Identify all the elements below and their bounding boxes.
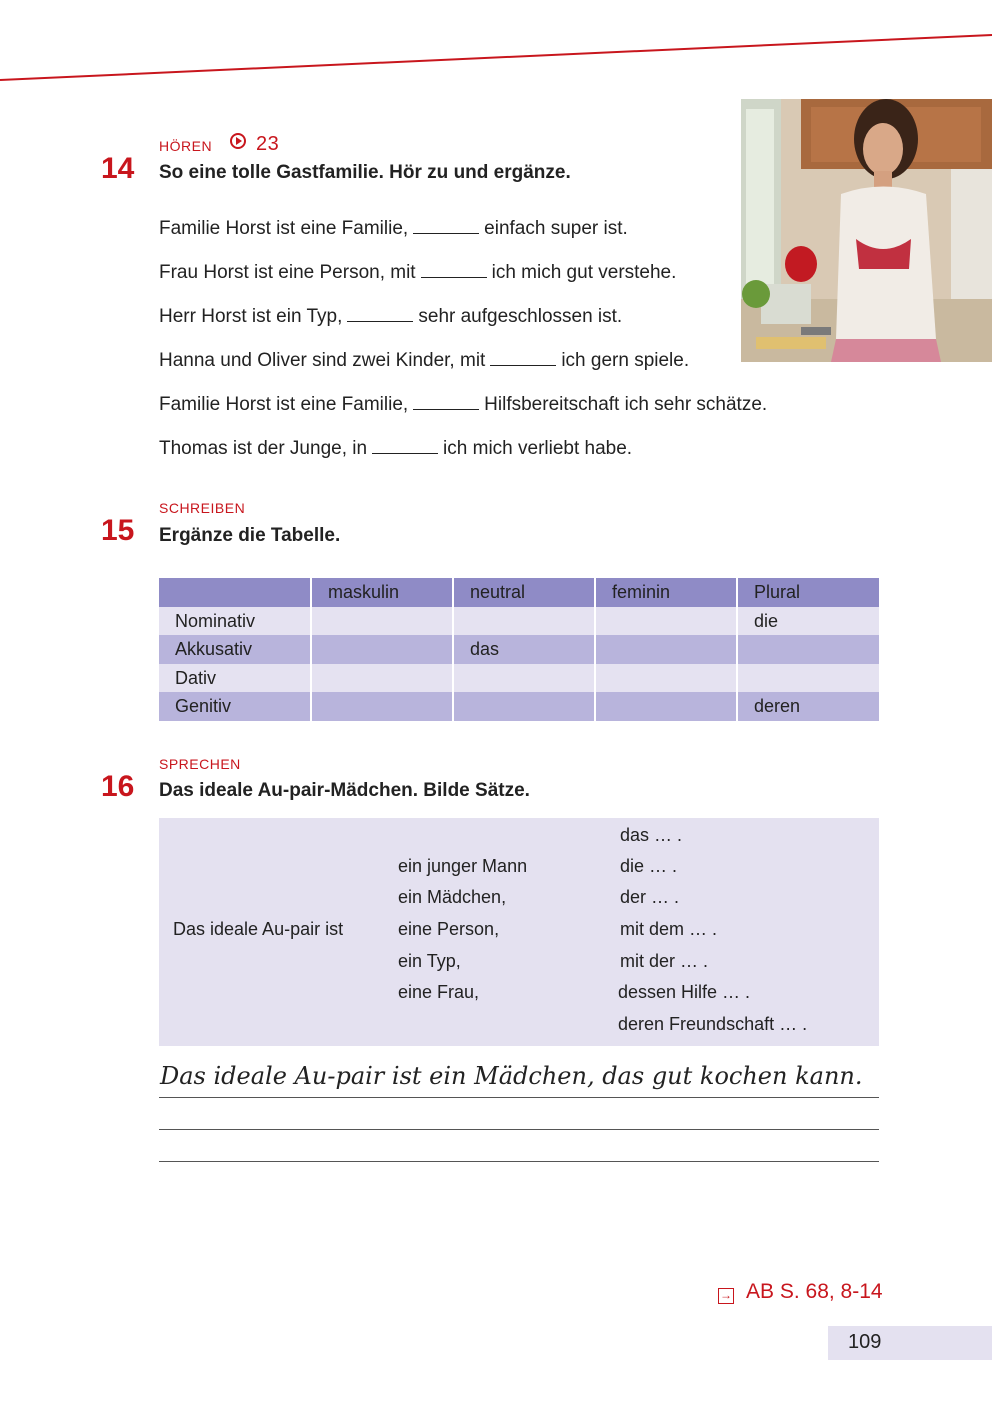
writing-line[interactable] — [159, 1129, 879, 1130]
exercise-number-16: 16 — [101, 770, 135, 803]
exercise-title-14: So eine tolle Gastfamilie. Hör zu und ergänze. — [159, 162, 571, 183]
writing-line[interactable] — [159, 1097, 879, 1098]
relative-option: deren Freundschaft … . — [618, 1014, 808, 1034]
audio-track — [230, 133, 279, 156]
example-answer: Das ideale Au-pair ist ein Mädchen, das gut kochen kann. — [160, 1062, 863, 1090]
relative-option: mit dem … . — [620, 919, 718, 939]
row-label: Dativ — [159, 664, 312, 693]
row-label: Akkusativ — [159, 635, 312, 664]
gap-sentence: Familie Horst ist eine Familie, Hilfsbereitschaft ich sehr schätze. — [159, 394, 768, 415]
table-cell[interactable] — [596, 692, 738, 721]
table-header-cell — [159, 578, 312, 607]
table-cell[interactable] — [454, 692, 596, 721]
table-cell[interactable] — [596, 635, 738, 664]
table-cell[interactable] — [454, 607, 596, 636]
table-cell[interactable] — [738, 635, 879, 664]
answer-blank[interactable] — [413, 232, 479, 234]
declension-table — [159, 578, 879, 721]
noun-option: eine Person, — [398, 919, 500, 939]
gap-sentence: Herr Horst ist ein Typ, sehr aufgeschlossen ist. — [159, 306, 623, 327]
page-number: 109 — [848, 1331, 882, 1353]
answer-blank[interactable] — [413, 408, 479, 410]
table-cell[interactable] — [738, 664, 879, 693]
page-number-box — [828, 1326, 992, 1360]
kitchen-photo — [741, 99, 992, 362]
subject-phrase: Das ideale Au-pair ist — [173, 919, 344, 939]
gap-sentence: Thomas ist der Junge, in ich mich verliebt habe. — [159, 438, 633, 459]
category-label-15: SCHREIBEN — [159, 500, 246, 516]
table-cell: das — [454, 635, 596, 664]
play-circle-icon — [230, 133, 246, 149]
exercise-number-14: 14 — [101, 152, 135, 185]
category-label-16: SPRECHEN — [159, 756, 241, 772]
header-rule — [0, 0, 992, 90]
workbook-reference[interactable] — [718, 1280, 883, 1304]
row-label: Nominativ — [159, 607, 312, 636]
noun-option: ein Mädchen, — [398, 887, 507, 907]
noun-option: ein junger Mann — [398, 856, 528, 876]
gap-sentence: Frau Horst ist eine Person, mit ich mich gut verstehe. — [159, 262, 677, 283]
gap-sentence: Familie Horst ist eine Familie, einfach super ist. — [159, 218, 628, 239]
exercise-number-15: 15 — [101, 514, 135, 547]
row-label: Genitiv — [159, 692, 312, 721]
exercise-title-15: Ergänze die Tabelle. — [159, 525, 341, 546]
relative-option: das … . — [620, 825, 683, 845]
table-header-cell: maskulin — [312, 578, 454, 607]
table-cell: die — [738, 607, 879, 636]
table-header-cell: feminin — [596, 578, 738, 607]
table-cell[interactable] — [312, 692, 454, 721]
relative-option: mit der … . — [620, 951, 709, 971]
noun-option: eine Frau, — [398, 982, 480, 1002]
workbook-reference-text: AB S. 68, 8-14 — [746, 1280, 883, 1303]
answer-blank[interactable] — [372, 452, 438, 454]
relative-option: die … . — [620, 856, 678, 876]
table-header-cell: neutral — [454, 578, 596, 607]
category-label-14: HÖREN — [159, 138, 213, 154]
arrow-box-icon: → — [720, 1288, 732, 1302]
table-row — [159, 607, 879, 636]
table-header-cell: Plural — [738, 578, 879, 607]
sentence-builder-box — [159, 818, 879, 1046]
exercise-title-16: Das ideale Au-pair-Mädchen. Bilde Sätze. — [159, 780, 530, 801]
track-number: 23 — [256, 133, 280, 155]
relative-option: dessen Hilfe … . — [618, 982, 751, 1002]
answer-blank[interactable] — [490, 364, 556, 366]
writing-line[interactable] — [159, 1161, 879, 1162]
table-cell[interactable] — [454, 664, 596, 693]
table-cell[interactable] — [312, 664, 454, 693]
relative-option: der … . — [620, 887, 680, 907]
table-cell[interactable] — [312, 635, 454, 664]
table-row — [159, 692, 879, 721]
table-row — [159, 635, 879, 664]
answer-blank[interactable] — [421, 276, 487, 278]
noun-option: ein Typ, — [398, 951, 461, 971]
table-header-row — [159, 578, 879, 607]
answer-blank[interactable] — [347, 320, 413, 322]
table-cell: deren — [738, 692, 879, 721]
table-cell[interactable] — [596, 607, 738, 636]
table-cell[interactable] — [312, 607, 454, 636]
table-row — [159, 664, 879, 693]
gap-sentence: Hanna und Oliver sind zwei Kinder, mit ich gern spiele. — [159, 350, 690, 371]
table-cell[interactable] — [596, 664, 738, 693]
